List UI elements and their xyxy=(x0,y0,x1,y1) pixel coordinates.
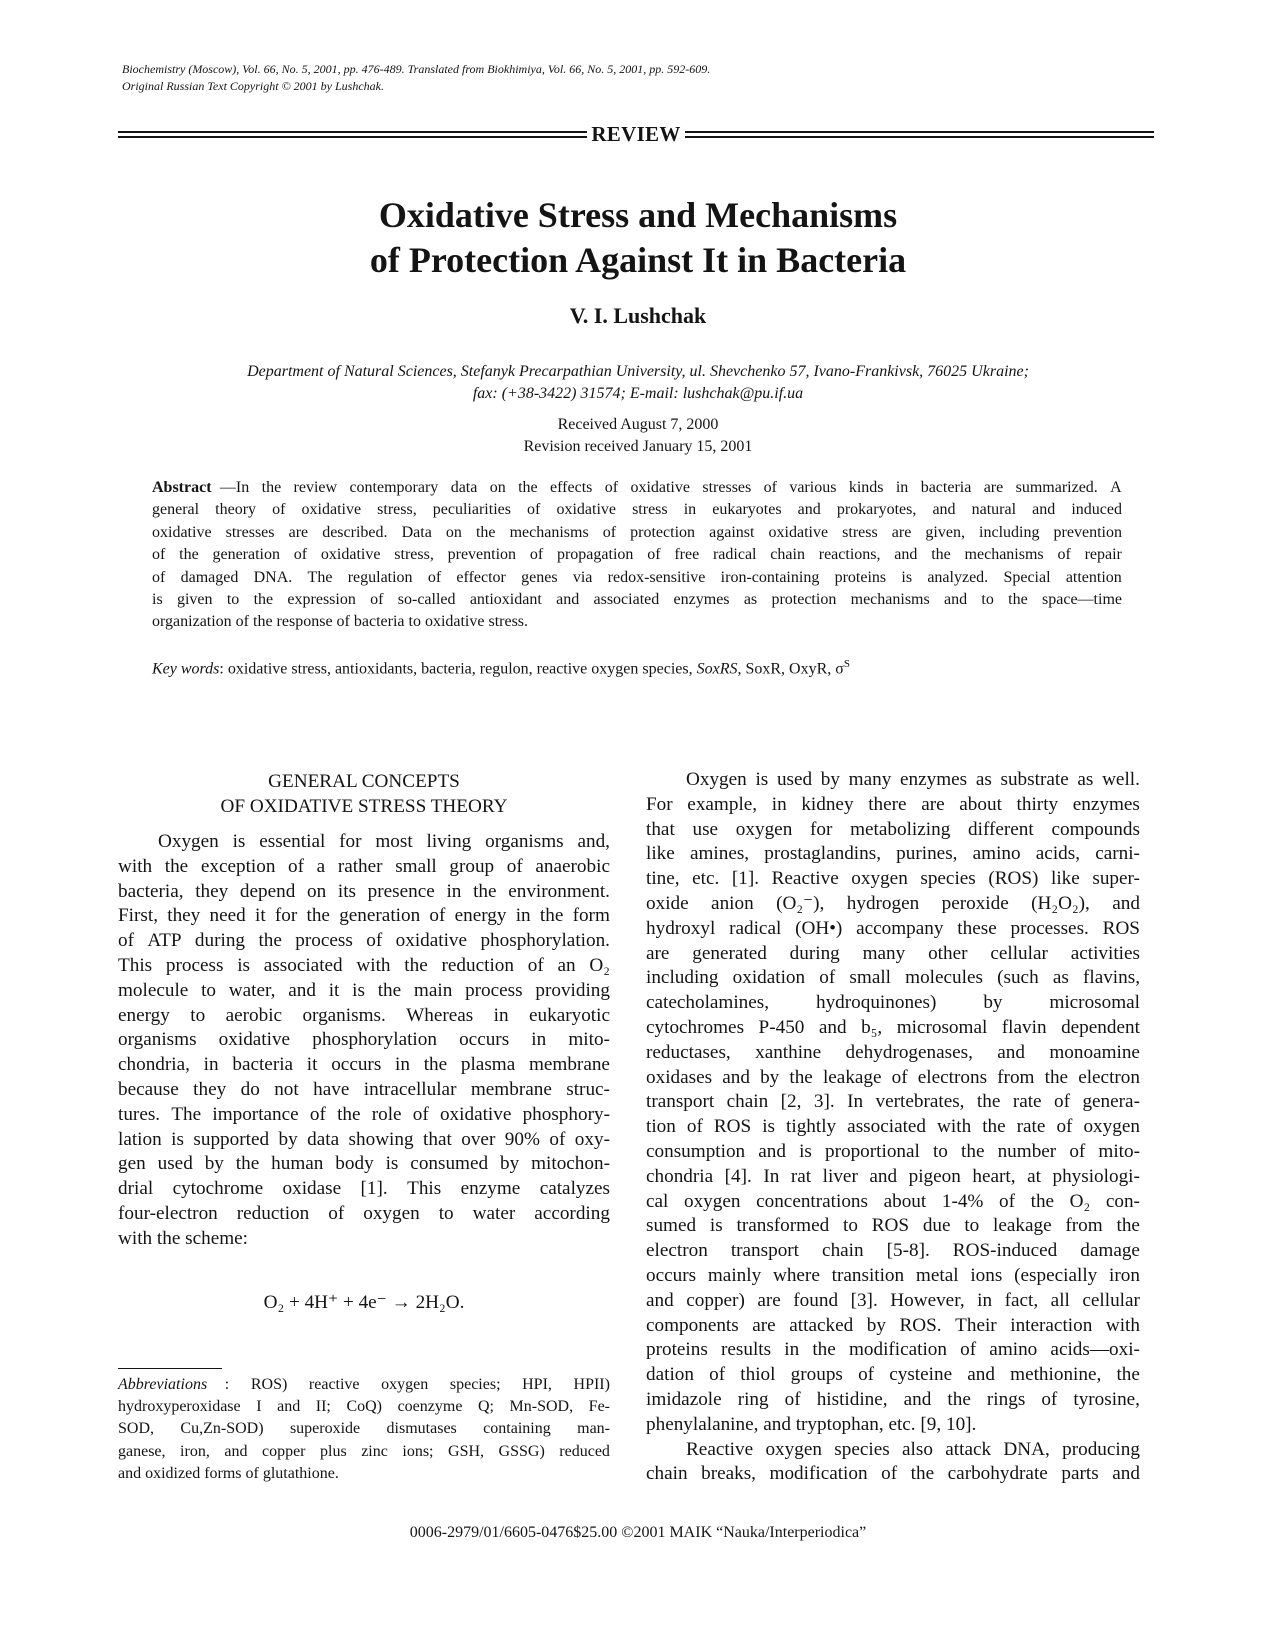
paragraph-line: cal oxygen concentrations about 1-4% of the O₂ con- xyxy=(646,1190,1140,1212)
paragraph-line: phenylalanine, and tryptophan, etc. [9, 10]. xyxy=(646,1413,977,1435)
paragraph-line: catecholamines, hydroquinones) by microsomal xyxy=(646,992,1140,1014)
paragraph-line: four-electron reduction of oxygen to water according xyxy=(118,1202,610,1224)
right-column-text xyxy=(646,768,1140,1487)
title-line: Oxidative Stress and Mechanisms xyxy=(378,195,898,235)
keyword-soxrs: SoxRS xyxy=(696,660,738,678)
paragraph-line: tures. The importance of the role of oxidative phosphory- xyxy=(118,1103,610,1125)
paragraph-line: because they do not have intracellular membrane struc- xyxy=(118,1078,610,1100)
paragraph-line: First, they need it for the generation of energy in the form xyxy=(118,905,610,927)
footnote-line: and oxidized forms of glutathione. xyxy=(118,1464,339,1482)
journal-footer: 0006-2979/01/6605-0476$25.00 ©2001 MAIK “Nauka/Interperiodica” xyxy=(409,1524,867,1541)
paragraph-line: drial cytochrome oxidase [1]. This enzyme catalyzes xyxy=(118,1178,610,1200)
footnote-rule xyxy=(118,1368,222,1369)
paragraph-line: energy to aerobic organisms. Whereas in eukaryotic xyxy=(118,1004,610,1026)
keywords-text-rest: , SoxR, OxyR, σ xyxy=(737,660,844,678)
paragraph-line: of ATP during the process of oxidative phosphorylation. xyxy=(118,930,610,952)
paragraph-line: oxidases and by the leakage of electrons from the electron xyxy=(646,1066,1140,1088)
copyright-line: Original Russian Text Copyright © 2001 by Lushchak. xyxy=(122,79,385,93)
paragraph-line: consumption and is proportional to the number of mito- xyxy=(646,1140,1140,1162)
paragraph-line: proteins results in the modification of amino acids—oxi- xyxy=(646,1339,1140,1361)
title-line: of Protection Against It in Bacteria xyxy=(369,240,907,280)
paragraph-line: chondria, in bacteria it occurs in the plasma membrane xyxy=(118,1054,610,1076)
abstract xyxy=(152,477,1122,634)
paragraph-line: lation is supported by data showing that over 90% of oxy- xyxy=(118,1128,610,1150)
paragraph-line: chain breaks, modification of the carbohydrate parts and xyxy=(646,1463,1140,1485)
paragraph-line: gen used by the human body is consumed by mitochon- xyxy=(118,1153,610,1175)
abbreviations-footnote xyxy=(118,1374,610,1485)
footnote-line: hydroxyperoxidase I and II; CoQ) coenzyme Q; Mn-SOD, Fe- xyxy=(118,1398,610,1416)
double-rule-right xyxy=(685,131,1154,138)
abstract-label: Abstract xyxy=(152,479,212,496)
footnote-line: Abbreviations : ROS) reactive oxygen species; HPI, HPII) xyxy=(118,1374,610,1396)
citation-line: Biochemistry (Moscow), Vol. 66, No. 5, 2001, pp. 476-489. Translated from Biokhimiya, Vol. 66, No. 5, 2001, pp. 592-609. xyxy=(122,62,711,76)
section-heading-line: GENERAL CONCEPTS xyxy=(268,771,460,792)
paragraph-line: occurs mainly where transition metal ions (especially iron xyxy=(646,1264,1140,1286)
left-column-text xyxy=(118,830,610,1252)
keywords-text: : oxidative stress, antioxidants, bacteria, regulon, reactive oxygen species, xyxy=(219,660,697,678)
citation-header xyxy=(122,61,1142,95)
footnote-line: ganese, iron, and copper plus zinc ions; GSH, GSSG) reduced xyxy=(118,1442,610,1460)
paragraph-line: including oxidation of small molecules (such as flavins, xyxy=(646,967,1140,989)
footnote-label: Abbreviations xyxy=(118,1376,208,1393)
paragraph-line: with the scheme: xyxy=(118,1227,249,1249)
abstract-line: of the generation of oxidative stress, prevention of propagation of free radical chain reactions, and the mechanisms of repair xyxy=(152,546,1122,564)
section-heading xyxy=(118,769,610,819)
paragraph-line: are generated during many other cellular activities xyxy=(646,942,1140,964)
paragraph-line: Oxygen is used by many enzymes as substrate as well. xyxy=(686,769,1140,790)
paragraph-line: oxide anion (O₂⁻), hydrogen peroxide (H₂O₂), and xyxy=(646,892,1140,914)
paragraph-line: organisms oxidative phosphorylation occurs in mito- xyxy=(118,1029,610,1051)
abstract-line: general theory of oxidative stress, peculiarities of oxidative stress in eukaryotes and prokaryotes, and natural and induced xyxy=(152,501,1122,519)
paragraph-line: sumed is transformed to ROS due to leakage from the xyxy=(646,1215,1140,1237)
keywords-label: Key words xyxy=(152,660,220,678)
abstract-line: organization of the response of bacteria to oxidative stress. xyxy=(152,613,529,631)
paragraph-line: tion of ROS is tightly associated with the rate of oxygen xyxy=(646,1116,1140,1138)
double-rule-left xyxy=(118,131,587,138)
contact-line: fax: (+38-3422) 31574; E-mail: lushchak@pu.if.ua xyxy=(472,385,804,402)
paragraph-line: molecule to water, and it is the main process providing xyxy=(118,979,610,1001)
equation: O₂ + 4H⁺ + 4e⁻ → 2H₂O. xyxy=(263,1292,465,1313)
keywords xyxy=(152,653,1122,680)
paragraph-line: dation of thiol groups of cysteine and methionine, the xyxy=(646,1364,1140,1386)
abstract-line: Abstract —In the review contemporary data on the effects of oxidative stresses of various kinds in bacteria are summarized. A xyxy=(152,477,1122,499)
paragraph-line: like amines, prostaglandins, purines, amino acids, carni- xyxy=(646,843,1140,865)
section-label-bar xyxy=(118,120,1154,148)
dates xyxy=(120,414,1156,458)
paragraph-line: that use oxygen for metabolizing different compounds xyxy=(646,818,1140,840)
section-label: REVIEW xyxy=(591,121,681,146)
paragraph-line: cytochromes P-450 and b₅, microsomal flavin dependent xyxy=(646,1016,1140,1038)
sigma-superscript: S xyxy=(843,658,851,670)
paragraph-line: with the exception of a rather small group of anaerobic xyxy=(118,855,610,877)
received-date: Received August 7, 2000 xyxy=(557,416,719,433)
paragraph-line: electron transport chain [5-8]. ROS-induced damage xyxy=(646,1240,1140,1262)
paragraph-line: For example, in kidney there are about thirty enzymes xyxy=(646,793,1140,815)
abstract-line: is given to the expression of so-called antioxidant and associated enzymes as protection mechanisms and to the space—time xyxy=(152,591,1122,609)
author-name: V. I. Lushchak xyxy=(569,303,707,328)
abstract-line: of damaged DNA. The regulation of effector genes via redox-sensitive iron-containing proteins is analyzed. Special attention xyxy=(152,568,1122,586)
paragraph-line: reductases, xanthine dehydrogenases, and monoamine xyxy=(646,1041,1140,1063)
section-heading-line: OF OXIDATIVE STRESS THEORY xyxy=(220,796,508,817)
paragraph-line: Reactive oxygen species also attack DNA, producing xyxy=(686,1438,1140,1460)
revised-date: Revision received January 15, 2001 xyxy=(523,438,753,455)
paragraph-line: chondria [4]. In rat liver and pigeon heart, at physiologi- xyxy=(646,1165,1140,1187)
paragraph-line: components are attacked by ROS. Their interaction with xyxy=(646,1314,1140,1336)
paragraph-line: Oxygen is essential for most living organisms and, xyxy=(158,831,610,852)
article-title xyxy=(120,193,1156,283)
footnote-line: SOD, Cu,Zn-SOD) superoxide dismutases containing man- xyxy=(118,1420,610,1438)
paragraph-line: imidazole ring of histidine, and the rings of tyrosine, xyxy=(646,1388,1140,1410)
paragraph-line: This process is associated with the reduction of an O₂ xyxy=(118,954,610,976)
paragraph-line: tine, etc. [1]. Reactive oxygen species (ROS) like super- xyxy=(646,868,1140,890)
paragraph-line: and copper) are found [3]. However, in fact, all cellular xyxy=(646,1289,1140,1311)
abstract-line: oxidative stresses are described. Data on the mechanisms of protection against oxidative stress are given, including prevention xyxy=(152,523,1122,541)
paragraph-line: transport chain [2, 3]. In vertebrates, the rate of genera- xyxy=(646,1091,1140,1113)
paragraph-line: hydroxyl radical (OH•) accompany these processes. ROS xyxy=(646,917,1140,939)
affiliation-line: Department of Natural Sciences, Stefanyk Precarpathian University, ul. Shevchenko 57, Ivano-Frankivsk, 76025 Ukraine; xyxy=(247,363,1029,380)
paragraph-line: bacteria, they depend on its presence in the environment. xyxy=(118,880,610,902)
affiliation xyxy=(120,361,1156,405)
